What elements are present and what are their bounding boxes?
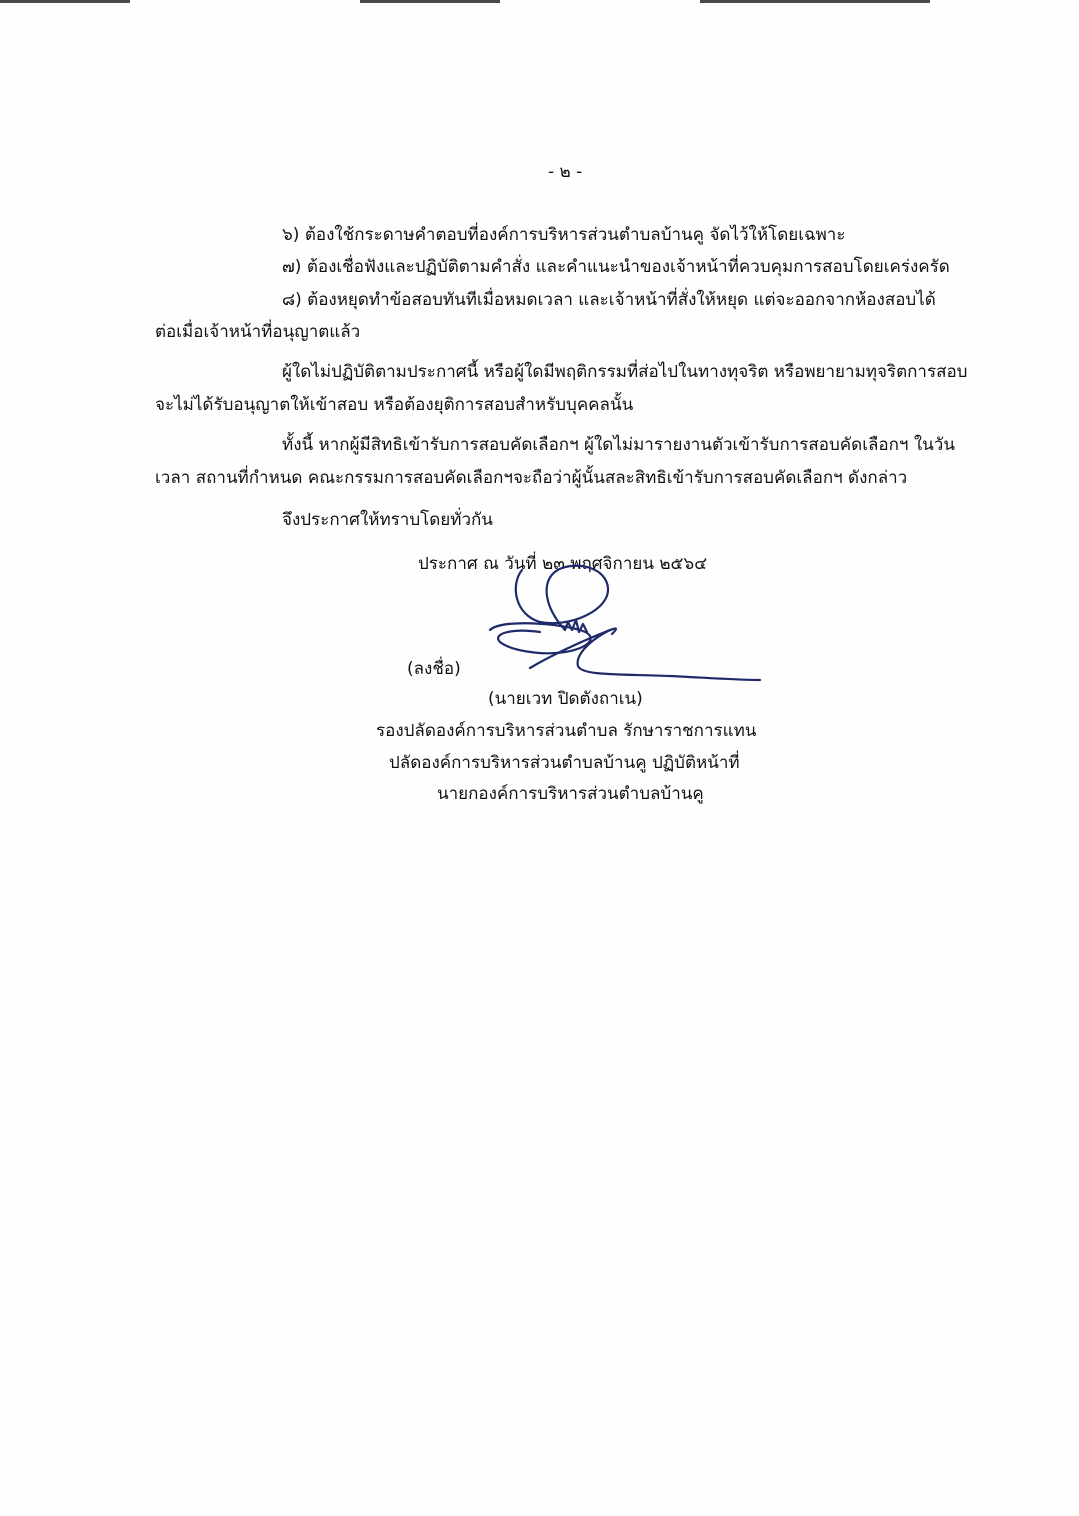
signer-position-line3: นายกองค์การบริหารส่วนตำบลบ้านคู: [437, 784, 704, 804]
violation-paragraph-line2: จะไม่ได้รับอนุญาตให้เข้าสอบ หรือต้องยุติการสอบสำหรับบุคคลนั้น: [155, 395, 634, 415]
handwritten-signature: [470, 560, 770, 690]
violation-paragraph-line1: ผู้ใดไม่ปฏิบัติตามประกาศนี้ หรือผู้ใดมีพฤติกรรมที่ส่อไปในทางทุจริต หรือพยายามทุจริตการสอบ: [282, 362, 968, 382]
item-6-text: ๖) ต้องใช้กระดาษคำตอบที่องค์การบริหารส่วนตำบลบ้านคู จัดไว้ให้โดยเฉพาะ: [282, 225, 846, 245]
sign-label: (ลงชื่อ): [407, 659, 461, 679]
signer-position-line1: รองปลัดองค์การบริหารส่วนตำบล รักษาราชการแทน: [376, 721, 757, 741]
scan-edge-left: [0, 0, 130, 3]
item-8-text-line1: ๘) ต้องหยุดทำข้อสอบทันทีเมื่อหมดเวลา และเจ้าหน้าที่สั่งให้หยุด แต่จะออกจากห้องสอบได้: [282, 290, 936, 310]
announcement-date: ประกาศ ณ วันที่ ๒๓ พฤศจิกายน ๒๕๖๔: [418, 554, 708, 574]
scan-edge-mid: [360, 0, 500, 3]
signer-name: (นายเวท ปิดตังถาเน): [488, 689, 643, 709]
absent-paragraph-line2: เวลา สถานที่กำหนด คณะกรรมการสอบคัดเลือกฯจะถือว่าผู้นั้นสละสิทธิเข้ารับการสอบคัดเลือกฯ ดังกล่าว: [155, 468, 908, 488]
scan-edge-right: [700, 0, 930, 3]
absent-paragraph-line1: ทั้งนี้ หากผู้มีสิทธิเข้ารับการสอบคัดเลือกฯ ผู้ใดไม่มารายงานตัวเข้ารับการสอบคัดเลือกฯ ในวัน: [282, 435, 955, 455]
closing-statement: จึงประกาศให้ทราบโดยทั่วกัน: [282, 510, 493, 530]
item-8-text-line2: ต่อเมื่อเจ้าหน้าที่อนุญาตแล้ว: [155, 322, 361, 342]
signer-position-line2: ปลัดองค์การบริหารส่วนตำบลบ้านคู ปฏิบัติหน้าที่: [389, 753, 740, 773]
page-number: - ๒ -: [548, 162, 583, 182]
item-7-text: ๗) ต้องเชื่อฟังและปฏิบัติตามคำสั่ง และคำแนะนำของเจ้าหน้าที่ควบคุมการสอบโดยเคร่งครัด: [282, 257, 950, 277]
